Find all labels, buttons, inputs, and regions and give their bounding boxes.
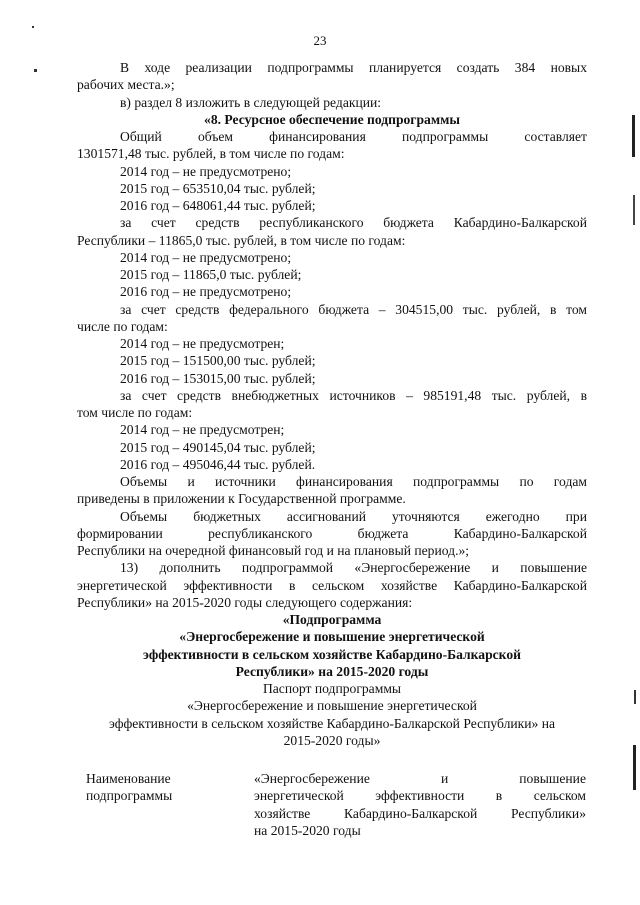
scan-edge-mark	[634, 690, 636, 704]
text-line: 2015 год – 151500,00 тыс. рублей;	[120, 353, 316, 369]
scan-edge-mark	[633, 195, 635, 225]
scan-mark	[34, 69, 37, 72]
scan-edge-mark	[632, 115, 635, 157]
text-line: приведены в приложении к Государственной программе.	[77, 491, 406, 507]
subprogram-heading: «Подпрограмма	[282, 612, 382, 627]
subprogram-title-line: Республики» на 2015-2020 годы	[235, 663, 429, 679]
passport-value-cell	[254, 770, 586, 839]
text-line: в) раздел 8 изложить в следующей редакции:	[120, 94, 382, 110]
passport-value-line: на 2015-2020 годы	[254, 822, 361, 838]
text-line: В ходе реализации подпрограммы планируется создать 384 новых	[120, 60, 587, 75]
passport-title-line: 2015-2020 годы»	[283, 732, 381, 748]
text-line: энергетической эффективности в сельском хозяйстве Кабардино-Балкарской	[77, 577, 587, 593]
text-line: Объемы и источники финансирования подпрограммы по годам	[120, 474, 587, 489]
text-line: 2016 год – не предусмотрено;	[120, 284, 292, 300]
text-line: за счет средств республиканского бюджета Кабардино-Балкарской	[120, 215, 587, 231]
text-line: 2015 год – 653510,04 тыс. рублей;	[120, 180, 316, 196]
text-line: за счет средств внебюджетных источников – 985191,48 тыс. рублей, в	[120, 387, 587, 403]
passport-value-line: энергетической эффективности в сельском	[254, 788, 586, 804]
text-line: 2016 год – 153015,00 тыс. рублей;	[120, 370, 316, 386]
page-number: 23	[313, 33, 327, 48]
text-line: Республики на очередной финансовый год и на плановый период.»;	[77, 543, 470, 558]
text-line: 2015 год – 490145,04 тыс. рублей;	[120, 439, 316, 455]
text-line: за счет средств федерального бюджета – 304515,00 тыс. рублей, в том	[120, 301, 587, 317]
document-body	[77, 59, 587, 749]
text-line: числе по годам:	[77, 318, 168, 334]
text-line: 2014 год – не предусмотрено;	[120, 163, 292, 179]
text-line: 2014 год – не предусмотрен;	[120, 336, 285, 351]
section-heading: «8. Ресурсное обеспечение подпрограммы	[204, 111, 460, 127]
text-line: Общий объем финансирования подпрограммы составляет	[120, 129, 587, 144]
subprogram-title-line: эффективности в сельском хозяйстве Кабардино-Балкарской	[143, 646, 521, 662]
passport-value-line: «Энергосбережение и повышение	[254, 771, 586, 786]
text-line: рабочих места.»;	[77, 77, 175, 93]
passport-label-line: Наименование	[86, 771, 171, 786]
text-line: Республики – 11865,0 тыс. рублей, в том числе по годам:	[77, 232, 406, 248]
scan-mark	[32, 26, 34, 28]
text-line: формировании республиканского бюджета Кабардино-Балкарской	[77, 525, 587, 541]
text-line: Объемы бюджетных ассигнований уточняются ежегодно при	[120, 508, 587, 524]
text-line: 2014 год – не предусмотрено;	[120, 249, 292, 265]
text-line: 2016 год – 648061,44 тыс. рублей;	[120, 198, 316, 213]
text-line: том числе по годам:	[77, 405, 193, 420]
passport-title-line: «Энергосбережение и повышение энергетической	[187, 698, 477, 714]
passport-value-line: хозяйстве Кабардино-Балкарской Республики»	[254, 805, 586, 821]
passport-title-line: эффективности в сельском хозяйстве Кабардино-Балкарской Республики» на	[108, 715, 556, 731]
text-line: 1301571,48 тыс. рублей, в том числе по годам:	[77, 146, 345, 162]
text-line: 13) дополнить подпрограммой «Энергосбережение и повышение	[120, 560, 587, 576]
subprogram-title-line: «Энергосбережение и повышение энергетической	[179, 629, 485, 645]
text-line: 2015 год – 11865,0 тыс. рублей;	[120, 267, 302, 282]
passport-label-line: подпрограммы	[86, 788, 173, 804]
text-line: Республики» на 2015-2020 годы следующего содержания:	[77, 594, 413, 610]
scan-edge-mark	[633, 745, 636, 790]
text-line: 2014 год – не предусмотрен;	[120, 422, 285, 438]
passport-heading: Паспорт подпрограммы	[262, 681, 402, 696]
passport-label-cell	[86, 770, 236, 805]
text-line: 2016 год – 495046,44 тыс. рублей.	[120, 456, 316, 472]
